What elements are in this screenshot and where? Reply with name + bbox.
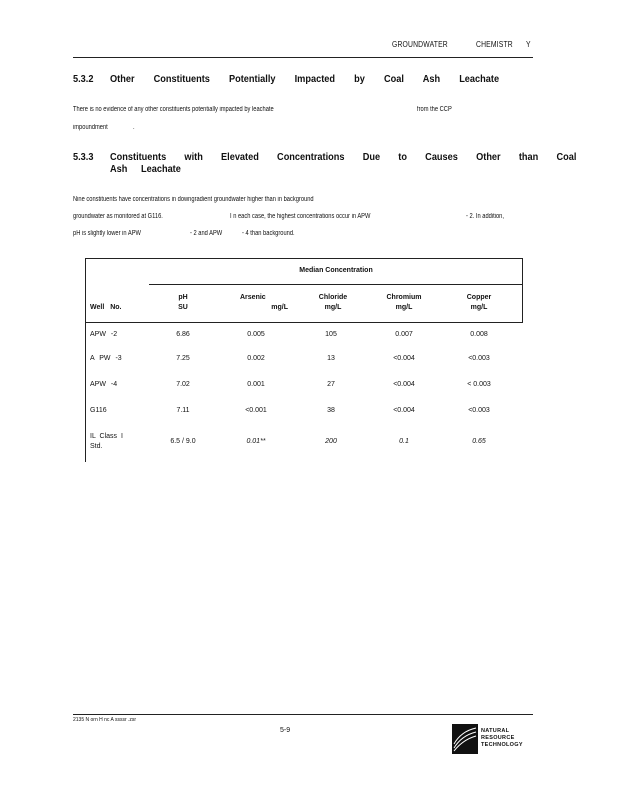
cell-chloride: 13 bbox=[327, 355, 335, 362]
section-532-para-line2: impoundment bbox=[73, 124, 108, 131]
logo-line3: TECHNOLOGY bbox=[481, 742, 523, 748]
cell-chromium: <0.004 bbox=[393, 355, 415, 362]
cell-chromium: <0.004 bbox=[393, 381, 415, 388]
section-532-para-line2-end: . bbox=[133, 124, 135, 131]
section-533-line3c: - 4 than background. bbox=[242, 230, 295, 237]
row-well-line2: Std. bbox=[90, 443, 103, 450]
page-number: 5-9 bbox=[280, 727, 291, 734]
logo-line2: RESOURCE bbox=[481, 735, 515, 741]
cell-chloride: 27 bbox=[327, 381, 335, 388]
cell-ph: 7.11 bbox=[176, 407, 190, 414]
col-header-copper bbox=[446, 293, 512, 313]
section-532-title: Other Constituents Potentially Impacted by Coal Ash Leachate bbox=[110, 74, 500, 85]
cell-copper: <0.003 bbox=[468, 407, 490, 414]
header-left: GROUNDWATER bbox=[392, 40, 448, 49]
col-header-copper-name: Copper bbox=[466, 294, 492, 301]
cell-chloride: 105 bbox=[325, 331, 337, 338]
cell-ph: 6.5 / 9.0 bbox=[170, 438, 196, 445]
cell-copper: 0.65 bbox=[472, 438, 486, 445]
footer-rule bbox=[73, 714, 533, 715]
table-group-rule bbox=[149, 284, 523, 285]
section-533-line1: Nine constituents have concentrations in downgradient groundwater higher than in background bbox=[73, 196, 314, 203]
cell-chloride: 38 bbox=[327, 407, 335, 414]
cell-arsenic: 0.01** bbox=[246, 438, 266, 445]
cell-chromium: 0.1 bbox=[399, 438, 409, 445]
section-533-line2a: groundwater as monitored at G116. bbox=[73, 213, 163, 220]
section-533-line3a: pH is slightly lower in APW bbox=[73, 230, 141, 237]
header-rule bbox=[73, 57, 533, 58]
cell-ph: 6.86 bbox=[176, 331, 190, 338]
logo-line1: NATURAL bbox=[481, 728, 510, 734]
section-532-number: 5.3.2 bbox=[73, 74, 94, 85]
section-532-para-line1a: There is no evidence of any other constituents potentially impacted by leachate bbox=[73, 106, 274, 113]
col-header-chloride-unit: mg/L bbox=[324, 304, 342, 311]
col-header-chromium-unit: mg/L bbox=[395, 304, 413, 311]
cell-ph: 7.25 bbox=[176, 355, 190, 362]
company-logo bbox=[452, 724, 532, 754]
row-well: IL Class I bbox=[90, 433, 123, 440]
section-533-number: 5.3.3 bbox=[73, 152, 94, 163]
col-header-chloride-name: Chloride bbox=[318, 294, 348, 301]
cell-arsenic: 0.002 bbox=[247, 355, 265, 362]
section-533-line3b: - 2 and APW bbox=[190, 230, 223, 237]
cell-ph: 7.02 bbox=[176, 381, 190, 388]
col-header-chromium-name: Chromium bbox=[386, 294, 422, 301]
row-well: APW -2 bbox=[90, 331, 118, 338]
cell-arsenic: <0.001 bbox=[245, 407, 267, 414]
table-well-header: Well No. bbox=[90, 304, 122, 311]
cell-arsenic: 0.001 bbox=[247, 381, 265, 388]
row-well: A PW -3 bbox=[90, 355, 122, 362]
table-header-rule bbox=[85, 322, 523, 323]
table-group-header: Median Concentration bbox=[299, 267, 373, 274]
col-header-copper-unit: mg/L bbox=[470, 304, 488, 311]
cell-copper: <0.003 bbox=[468, 355, 490, 362]
col-header-arsenic-unit: mg/L bbox=[271, 304, 288, 311]
col-header-ph bbox=[150, 293, 216, 313]
col-header-arsenic-name: Arsenic bbox=[240, 294, 266, 301]
header-right: Y bbox=[526, 40, 531, 49]
header-middle: CHEMISTR bbox=[476, 40, 513, 49]
col-header-ph-name: pH bbox=[178, 294, 188, 301]
table-top-border bbox=[85, 258, 523, 259]
col-header-ph-unit: SU bbox=[178, 304, 188, 311]
section-533-title-line2: Ash Leachate bbox=[110, 164, 181, 175]
section-533-title-line1: Constituents with Elevated Concentrations Due to Causes Other than Coal bbox=[110, 152, 577, 163]
cell-chromium: <0.004 bbox=[393, 407, 415, 414]
cell-copper: 0.008 bbox=[470, 331, 488, 338]
cell-arsenic: 0.005 bbox=[247, 331, 265, 338]
section-533-line2b: I n each case, the highest concentrations occur in APW bbox=[230, 213, 371, 220]
col-header-chromium bbox=[376, 293, 432, 313]
row-well: APW -4 bbox=[90, 381, 118, 388]
section-532-para-line1b: from the CCP bbox=[417, 106, 452, 113]
cell-chloride: 200 bbox=[325, 438, 337, 445]
cell-copper: < 0.003 bbox=[467, 381, 491, 388]
footer-left: 2135 N orn H nc A ssssr .zsr bbox=[73, 717, 137, 723]
table-left-border bbox=[85, 258, 86, 462]
col-header-chloride bbox=[302, 293, 364, 313]
section-533-line2c: - 2. In addition, bbox=[466, 213, 504, 220]
cell-chromium: 0.007 bbox=[395, 331, 413, 338]
row-well: G116 bbox=[90, 407, 107, 414]
logo-mark-icon bbox=[452, 724, 478, 754]
col-header-arsenic bbox=[228, 293, 290, 313]
